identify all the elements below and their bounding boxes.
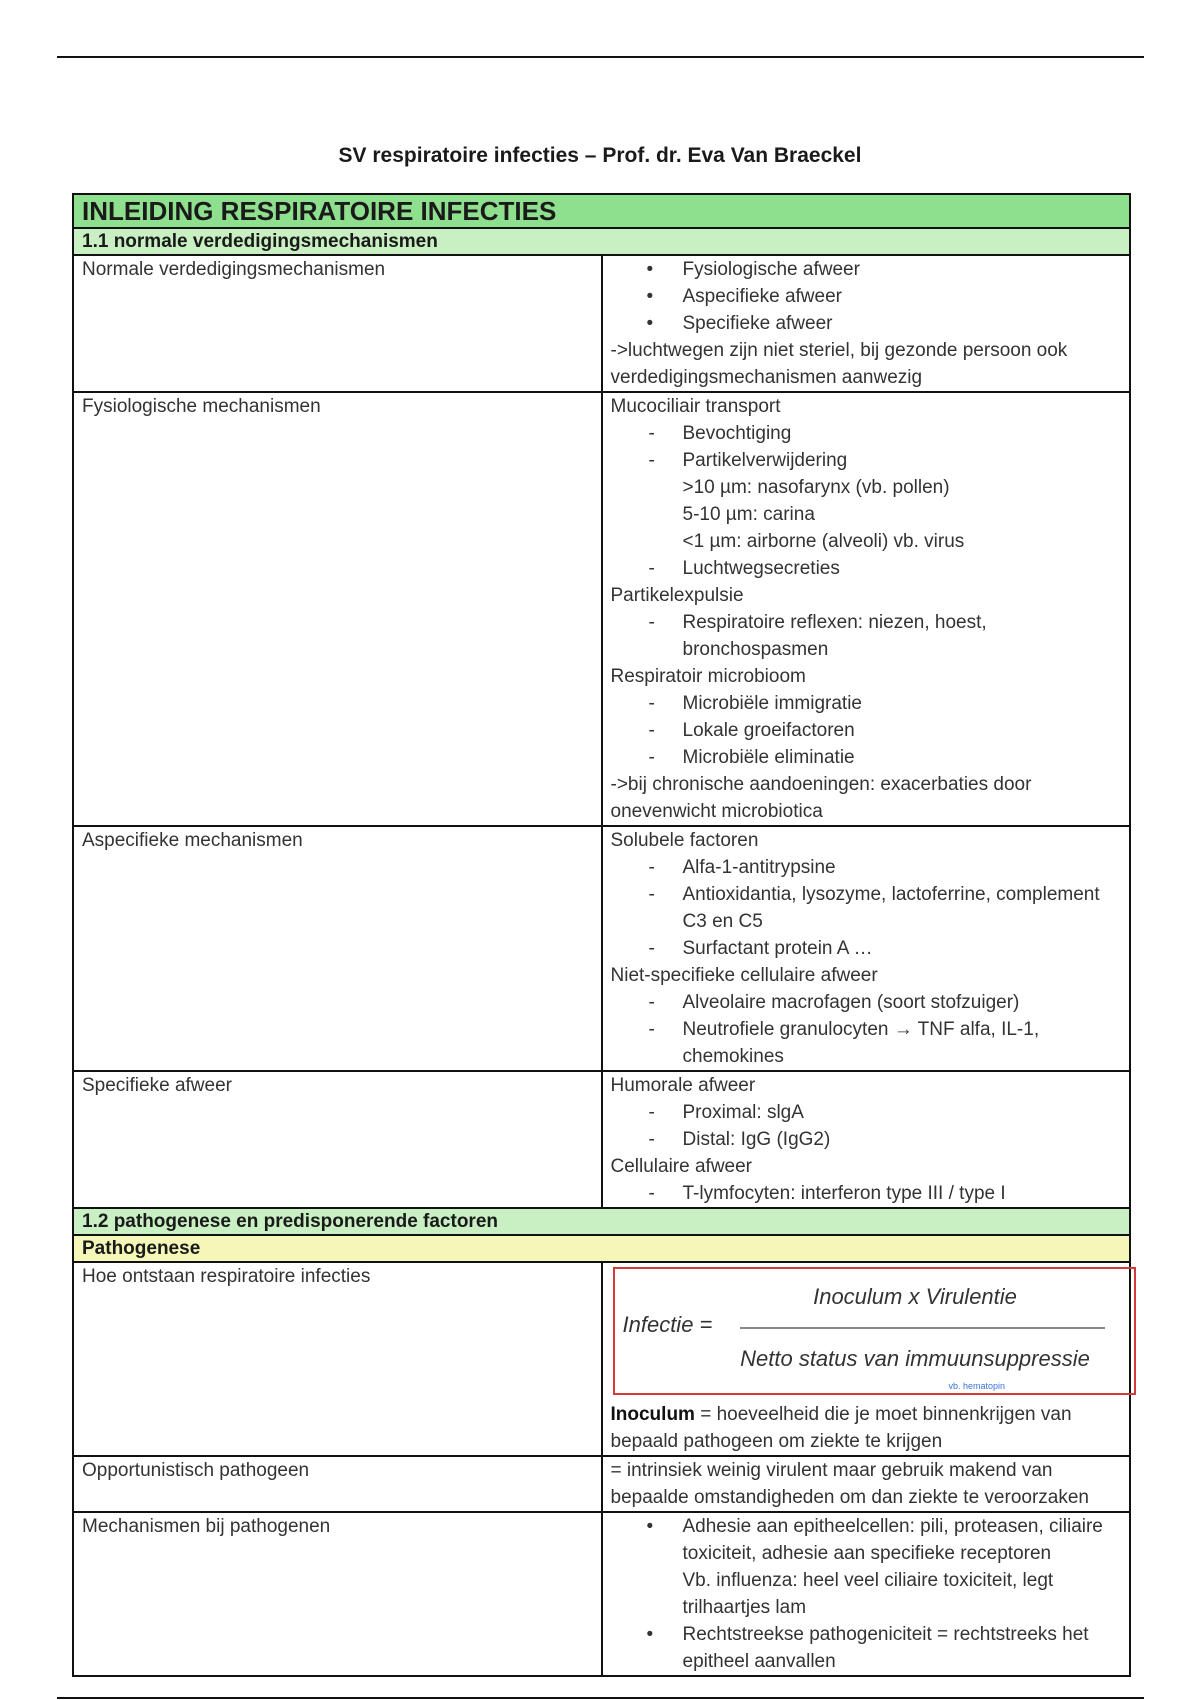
dash-item: - Microbiële immigratie xyxy=(611,690,1122,717)
table-row xyxy=(73,255,1130,392)
section-header: INLEIDING RESPIRATOIRE INFECTIES xyxy=(73,194,1130,228)
dash-item: - Alfa-1-antitrypsine xyxy=(611,854,1122,881)
bullet-item: • Fysiologische afweer xyxy=(611,256,1122,283)
dash-item: - Respiratoire reflexen: niezen, hoest, bronchospasmen xyxy=(611,609,1122,663)
dash-item: - Alveolaire macrofagen (soort stofzuiger) xyxy=(611,989,1122,1016)
subsection-header-row xyxy=(73,228,1130,255)
row-content xyxy=(602,826,1131,1071)
group-heading: Humorale afweer xyxy=(610,1075,756,1096)
document-title: SV respiratoire infecties – Prof. dr. Eva Van Braeckel xyxy=(338,144,862,167)
subsection-header-1-1: 1.1 normale verdedigingsmechanismen xyxy=(73,228,1130,255)
notes-table xyxy=(72,193,1131,1677)
note-text: ->luchtwegen zijn niet steriel, bij gezonde persoon ook verdedigingsmechanismen aanwezig xyxy=(610,340,1068,388)
group-heading: Solubele factoren xyxy=(610,830,759,851)
table-row xyxy=(73,1512,1130,1676)
topic-header: Pathogenese xyxy=(73,1235,1130,1262)
definition-text xyxy=(611,1401,1122,1455)
table-row xyxy=(73,826,1130,1071)
row-content: = intrinsiek weinig virulent maar gebruik makend van bepaalde omstandigheden om dan ziekte te veroorzaken xyxy=(602,1456,1131,1512)
subsection-header-row xyxy=(73,1208,1130,1235)
dash-item: - Microbiële eliminatie xyxy=(611,744,1122,771)
sub-item: <1 µm: airborne (alveoli) vb. virus xyxy=(682,531,965,552)
group-heading: Partikelexpulsie xyxy=(610,585,744,606)
row-content xyxy=(602,1512,1131,1676)
formula-lhs: Infectie = xyxy=(622,1312,713,1337)
group-heading: Niet-specifieke cellulaire afweer xyxy=(610,965,878,986)
bottom-rule xyxy=(57,1697,1144,1699)
table-row xyxy=(73,392,1130,826)
dash-item: - Surfactant protein A … xyxy=(611,935,1122,962)
dash-item: - Lokale groeifactoren xyxy=(611,717,1122,744)
row-content xyxy=(602,1262,1131,1456)
formula-denominator: Netto status van immuunsuppressie xyxy=(740,1346,1090,1371)
dash-item: - Luchtwegsecreties xyxy=(611,555,1122,582)
table-row xyxy=(73,1071,1130,1208)
row-label: Normale verdedigingsmechanismen xyxy=(73,255,602,392)
handwritten-note: vb. hematopin xyxy=(948,1381,1006,1391)
top-rule xyxy=(57,56,1144,58)
dash-item: - Partikelverwijdering xyxy=(611,447,1122,474)
dash-item: - Neutrofiele granulocyten → TNF alfa, IL-1, chemokines xyxy=(611,1016,1122,1070)
group-heading: Cellulaire afweer xyxy=(610,1156,753,1177)
table-row xyxy=(73,1262,1130,1456)
dash-item: - T-lymfocyten: interferon type III / type I xyxy=(611,1180,1122,1207)
row-label: Hoe ontstaan respiratoire infecties xyxy=(73,1262,602,1456)
note-text: ->bij chronische aandoeningen: exacerbaties door onevenwicht microbiotica xyxy=(610,774,1032,822)
dash-item: - Antioxidantia, lysozyme, lactoferrine, complement C3 en C5 xyxy=(611,881,1122,935)
topic-header-row xyxy=(73,1235,1130,1262)
row-label: Fysiologische mechanismen xyxy=(73,392,602,826)
row-label: Mechanismen bij pathogenen xyxy=(73,1512,602,1676)
bullet-item: • Aspecifieke afweer xyxy=(611,283,1122,310)
bullet-item: • Specifieke afweer xyxy=(611,310,1122,337)
subsection-header-1-2: 1.2 pathogenese en predisponerende factoren xyxy=(73,1208,1130,1235)
dash-item: - Proximal: slgA xyxy=(611,1099,1122,1126)
sub-item: Vb. influenza: heel veel ciliaire toxiciteit, legt trilhaartjes lam xyxy=(682,1570,1054,1618)
dash-item: - Bevochtiging xyxy=(611,420,1122,447)
row-content xyxy=(602,255,1131,392)
definition-term: Inoculum xyxy=(610,1404,695,1425)
fraction-line xyxy=(740,1327,1105,1329)
table-row xyxy=(73,1456,1130,1512)
row-label: Specifieke afweer xyxy=(73,1071,602,1208)
sub-item: >10 µm: nasofarynx (vb. pollen) xyxy=(682,477,950,498)
group-heading: Respiratoir microbioom xyxy=(610,666,806,687)
sub-item: 5-10 µm: carina xyxy=(682,504,815,525)
bullet-item: • Rechtstreekse pathogeniciteit = rechtstreeks het epitheel aanvallen xyxy=(611,1621,1122,1675)
row-content xyxy=(602,392,1131,826)
row-label: Opportunistisch pathogeen xyxy=(73,1456,602,1512)
row-label: Aspecifieke mechanismen xyxy=(73,826,602,1071)
section-header-row xyxy=(73,194,1130,228)
row-content xyxy=(602,1071,1131,1208)
definition-body: = hoeveelheid die je moet binnenkrijgen van bepaald pathogeen om ziekte te krijgen xyxy=(610,1404,1072,1452)
bullet-item: • Adhesie aan epitheelcellen: pili, proteasen, ciliaire toxiciteit, adhesie aan specifieke receptoren xyxy=(611,1513,1122,1567)
group-heading: Mucociliair transport xyxy=(610,396,781,417)
dash-item: - Distal: IgG (IgG2) xyxy=(611,1126,1122,1153)
formula-numerator: Inoculum x Virulentie xyxy=(813,1284,1017,1309)
formula-box xyxy=(613,1267,1136,1395)
